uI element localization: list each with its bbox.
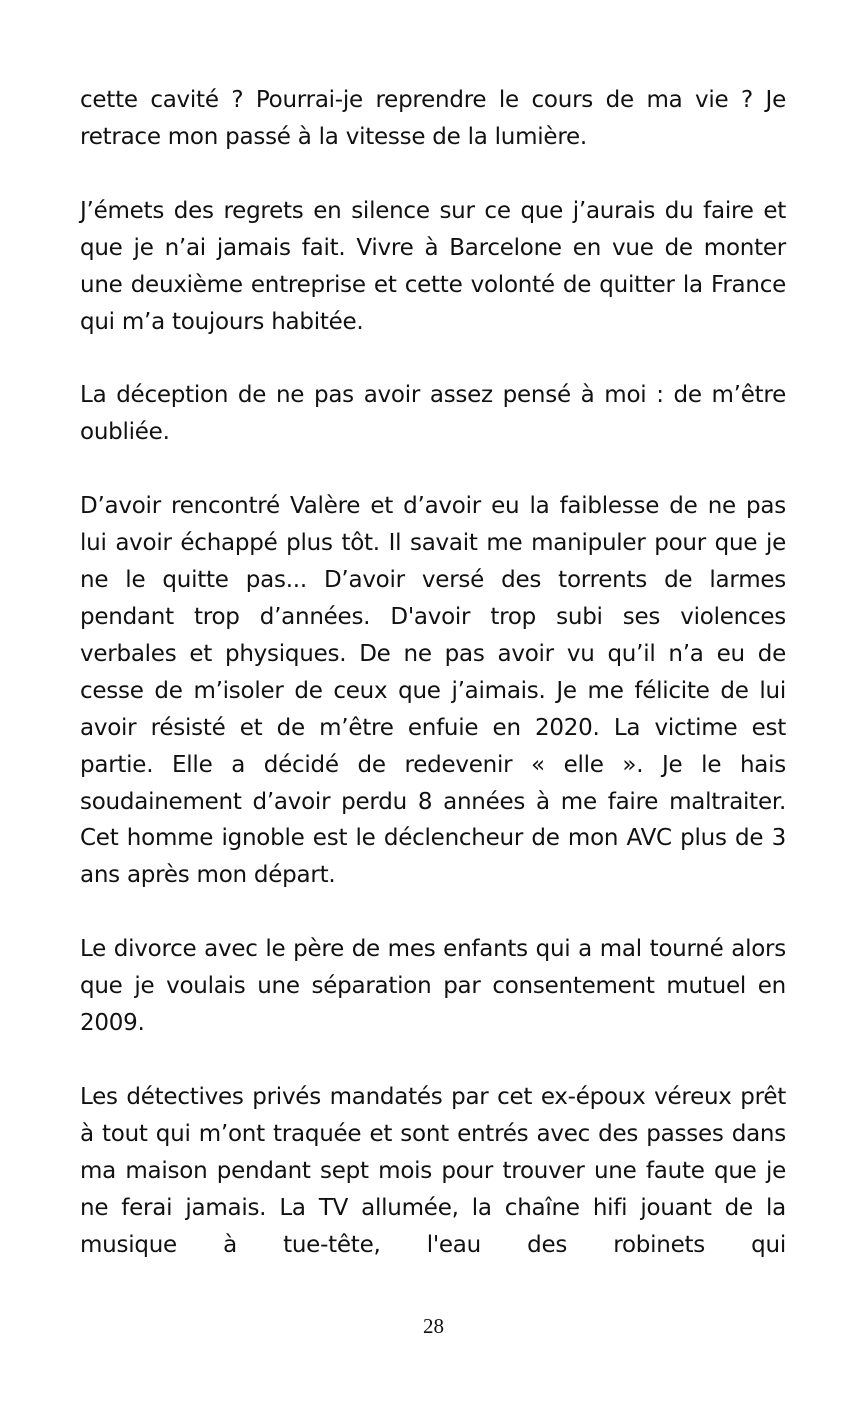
paragraph-5: Le divorce avec le père de mes enfants qui a mal tourné alors que je voulais une séparation par consentement mutuel en 2009. [80, 936, 786, 1037]
paragraph-3: La déception de ne pas avoir assez pensé à moi : de m’être oubliée. [80, 382, 786, 446]
paragraph-4: D’avoir rencontré Valère et d’avoir eu la faiblesse de ne pas lui avoir échappé plus tôt. Il savait me manipuler pour que je ne le quitte pas... D’avoir versé des torrents de larmes pendant trop d’années. D'avoir trop subi ses violences verbales et physiques. De ne pas avoir vu qu’il n’a eu de cesse de m’isoler de ceux que j’aimais. Je me félicite de lui avoir résisté et de m’être enfuie en 2020. La victime est partie. Elle a décidé de redevenir « elle ». Je le hais soudainement d’avoir perdu 8 années à me faire maltraiter. Cet homme ignoble est le déclencheur de mon AVC plus de 3 ans après mon départ. [80, 493, 786, 889]
body-text [80, 82, 786, 1300]
paragraph-6: Les détectives privés mandatés par cet ex-époux véreux prêt à tout qui m’ont traquée et sont entrés avec des passes dans ma maison pendant sept mois pour trouver une faute que je ne ferai jamais. La TV allumée, la chaîne hifi jouant de la musique à tue-tête, l'eau des robinets qui [80, 1083, 786, 1258]
page-number: 28 [423, 1314, 444, 1338]
paragraph-2: J’émets des regrets en silence sur ce que j’aurais du faire et que je n’ai jamais fait. Vivre à Barcelone en vue de monter une deuxième entreprise et cette volonté de quitter la France qui m’a toujours habitée. [80, 197, 786, 335]
paragraph-1: cette cavité ? Pourrai-je reprendre le cours de ma vie ? Je retrace mon passé à la vitesse de la lumière. [80, 87, 786, 150]
